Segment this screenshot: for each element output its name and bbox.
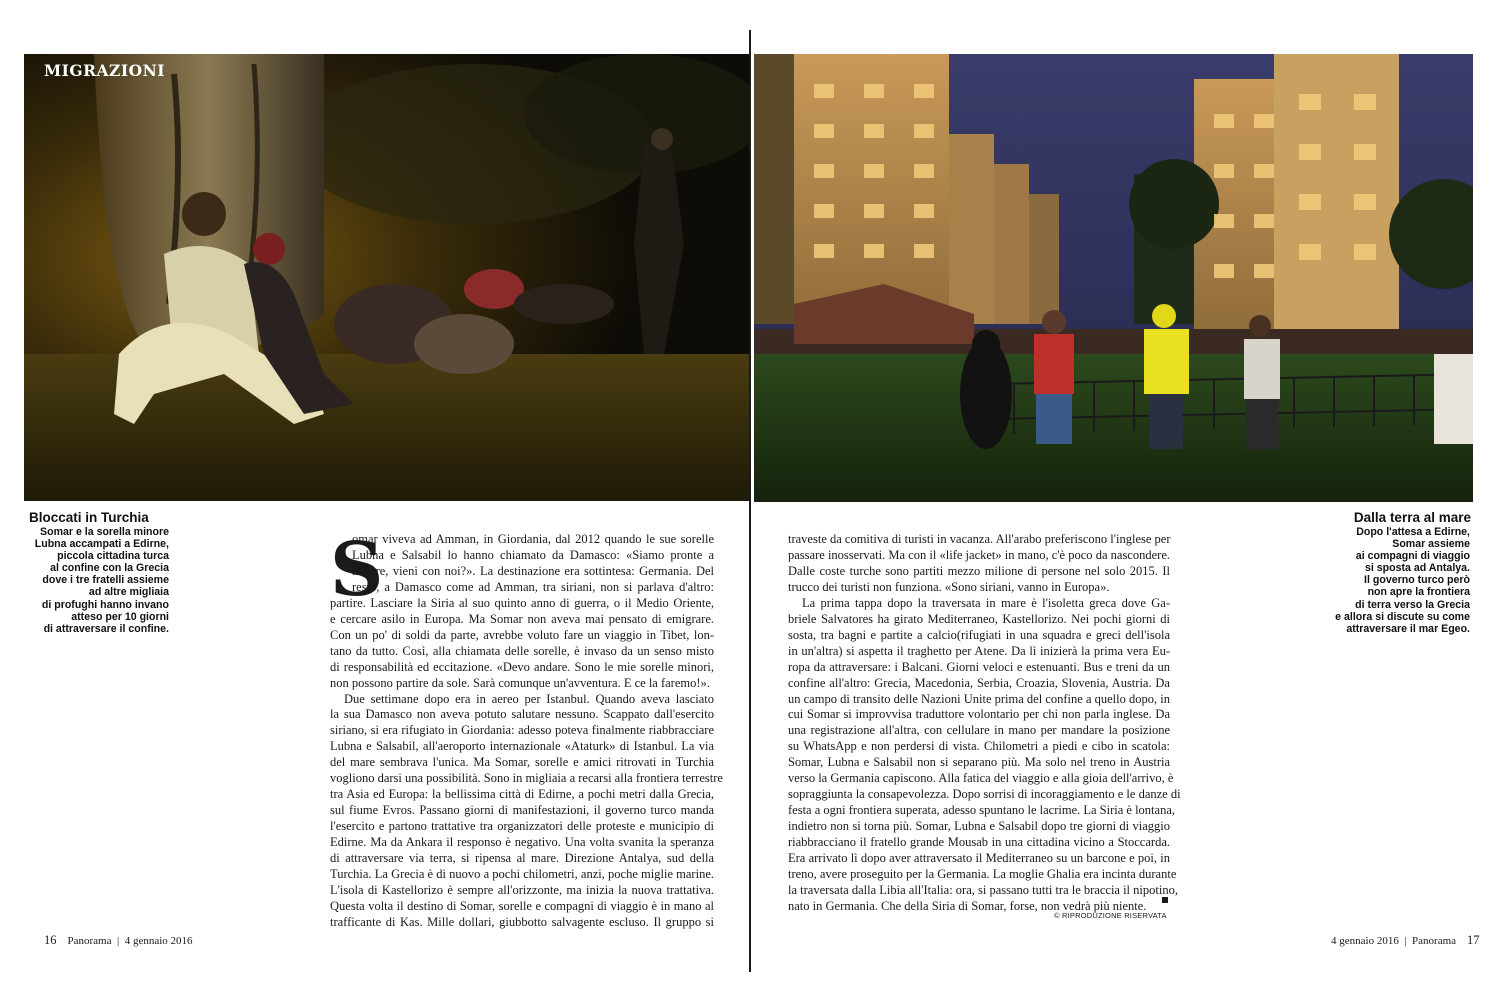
text-line: Con un po' di soldi da parte, avrebbe voluto fare un viaggio in Tibet, lon- [330,627,714,642]
text-line: Lubna e Salsabil lo hanno chiamato da Damasco: «Siamo pronte a [352,547,714,562]
page-spine [749,30,751,972]
caption-line: Somar e la sorella minore [40,526,169,538]
caption-line: atteso per 10 giorni [71,610,169,623]
caption-line: di attraversare il confine. [43,622,169,635]
text-line: Lubna e Salsabil, all'aeroporto internazionale «Ataturk» di Istanbul. La via [330,739,714,754]
caption-line: dove i tre fratelli assieme [42,574,169,587]
folio-separator: | [116,935,120,947]
page-number: 17 [1467,933,1480,947]
text-line: vogliono darsi una possibilità. Sono in migliaia a recarsi alla frontiera terrestre [330,771,723,786]
left-photo [24,54,749,501]
text-line: confine all'altro: Grecia, Macedonia, Serbia, Croazia, Slovenia, Austria. Da [788,675,1170,690]
right-caption-body [1300,526,1470,635]
text-line: l'esercito e partono trattative tra organizzatori delle proteste e municipio di [330,819,714,834]
caption-line: di profughi hanno invano [41,598,169,611]
end-of-article-mark [1162,897,1168,903]
text-line: indietro non si torna più. Somar, Lubna e Salsabil dopo tre giorni di viaggio [788,819,1170,834]
text-line: andare, vieni con noi?». La destinazione era sottintesa: Germania. Del [352,563,714,578]
text-line: omar viveva ad Amman, in Giordania, dal 2012 quando le sue sorelle [352,532,714,546]
text-line: partire. Lasciare la Siria al suo quinto anno di guerra, o il Medio Oriente, [330,595,714,610]
text-line: in un'altra) si aspetta il traghetto per Atene. Da lì inizierà la prima vera Eu- [788,643,1170,658]
text-line: tra Asia ed Europa: la bellissima città di Edirne, a pochi metri dalla Grecia, [330,787,714,802]
text-line: sosta, tra bagni e partite a calcio(rifugiati in una squadra e greci dell'isola [788,627,1170,642]
folio-right [1331,933,1480,948]
text-line: di responsabilità ed eccitazione. «Devo andare. Sono le mie sorelle minori, [330,659,714,674]
text-line: La prima tappa dopo la traversata in mare è l'isoletta greca dove Ga- [802,595,1170,610]
text-line: tano da tutto. Così, alla chiamata delle sorelle, è invaso da un senso misto [330,643,714,658]
article-column-2 [788,532,1181,915]
caption-line: piccola cittadina turca [57,550,169,563]
text-line: Era arrivato lì dopo aver attraversato il Mediterraneo su un barcone e poi, in [788,851,1170,866]
text-line: sul fiume Evros. Passano giorni di manifestazioni, il governo turco manda [330,803,714,818]
text-line: traveste da comitiva di turisti in vacanza. All'arabo preferiscono l'inglese per [788,532,1171,546]
text-line: non possono partire da sole. Sarà comunque un'avventura. E ce la faremo!». [330,675,710,690]
text-line: Due settimane dopo era in aereo per Istanbul. Quando aveva lasciato [344,691,714,706]
caption-line: di terra verso la Grecia [1355,598,1470,611]
text-line: L'isola di Kastellorizo è sempre all'orizzonte, ma inizia la nuova trattativa. [330,882,714,897]
text-line: Dalle coste turche sono partiti mezzo milione di persone nel solo 2015. Il [788,563,1170,578]
text-line: riabbracciano il fratello grande Mousab in una cittadina vicino a Stoccarda. [788,835,1170,850]
text-line: Turchia. La Grecia è di nuovo a pochi chilometri, anzi, poche miglie marine. [330,867,714,882]
caption-line: e allora si discute su come [1335,610,1470,623]
photo-night-tree-refugees-icon [24,54,749,501]
caption-line: Lubna accampati a Edirne, [34,538,169,551]
text-line: Edirne. Ma da Ankara il responso è negativo. Una volta svanita la speranza [330,835,714,850]
issue-date: 4 gennaio 2016 [124,935,193,947]
text-line: sopraggiunta la consapevolezza. Dopo sorrisi di incoraggiamento e le danze di [788,787,1181,802]
text-line: la sua Damasco non aveva potuto salutare nessuno. Scappato dall'esercito [330,707,714,722]
text-line: treno, avere proseguito per la Germania. La moglie Ghalia era incinta durante [788,867,1177,882]
drop-cap: S [330,527,384,613]
text-line: di attraversare via terra, si ripensa al mare. Direzione Antalya, sud della [330,851,714,866]
text-line: del mare sembrava l'unica. Ma Somar, sorelle e amici ritrovati in Turchia [330,755,714,770]
folio-left [44,933,193,948]
text-line: Questa volta il destino di Somar, sorelle e compagni di viaggio è in mano al [330,898,714,913]
text-line: un campo di transito delle Nazioni Unite prima del confine a quello dopo, in [788,691,1170,706]
text-line: ropa da attraversare: i Balcani. Giorni veloci e estenuanti. Bus e treni da un [788,659,1170,674]
photo-dusk-apartments-icon [754,54,1473,502]
caption-line: non apre la frontiera [1367,586,1470,599]
text-line: verso la Germania capiscono. Alla fatica del viaggio e alla gioia dell'arrivo, è [788,771,1174,786]
left-caption-body [29,526,169,635]
text-line: Somar, Lubna e Salsabil non si separano più. Ma solo nel treno in Austria [788,755,1170,770]
issue-date: 4 gennaio 2016 [1331,935,1399,947]
caption-line: Somar assieme [1392,538,1470,551]
magazine-name: Panorama [67,935,112,947]
folio-separator: | [1404,935,1407,947]
caption-line: Il governo turco però [1364,574,1470,587]
text-line: festa a ogni frontiera superata, adesso spuntano le lacrime. La Siria è lontana, [788,803,1176,818]
text-line: resto, a Damasco come ad Amman, tra siriani, non si parlava d'altro: [352,579,714,594]
caption-line: ad altre migliaia [88,586,169,599]
caption-line: si sposta ad Antalya. [1365,562,1470,575]
section-label: MIGRAZIONI [44,61,166,80]
copyright-notice: © RIPRODUZIONE RISERVATA [1054,911,1167,920]
caption-line: al confine con la Grecia [50,562,169,575]
text-line: siriano, si era rifugiato in Giordania: adesso poteva finalmente riabbracciare [330,723,714,738]
text-line: una registrazione all'altra, con cellulare in mano per mandare la posizione [788,723,1170,738]
article-column-1 [330,527,723,931]
text-line: passare inosservati. Ma con il «life jacket» in mano, c'è poco da nascondere. [788,547,1170,562]
text-line: su WhatsApp e non perdersi di vista. Chilometri a piedi e cibo in scatola: [788,739,1170,754]
text-line: briele Salvatores ha girato Mediterraneo, Kastellorizo. Nei pochi giorni di [788,611,1170,626]
text-line: nato in Germania. Che della Siria di Somar, forse, non vedrà più niente. [788,898,1147,913]
magazine-name: Panorama [1412,935,1457,947]
page-number: 16 [44,933,57,947]
right-caption-title: Dalla terra al mare [1353,510,1471,525]
caption-line: attraversare il mar Egeo. [1346,622,1470,635]
caption-line: ai compagni di viaggio [1355,550,1470,563]
text-line: e cercare asilo in Europa. Ma Somar non aveva mai pensato di emigrare. [330,611,714,626]
text-line: trucco dei turisti non funziona. «Sono siriani, vanno in Europa». [788,579,1110,594]
text-line: cui Somar si improvvisa traduttore volontario per chi non parla inglese. Da [788,707,1170,722]
caption-line: Dopo l'attesa a Edirne, [1356,526,1470,538]
text-line: trafficante di Kas. Mille dollari, giubbotto salvagente escluso. Il gruppo si [330,914,714,929]
left-caption-title: Bloccati in Turchia [29,510,149,525]
right-photo [754,54,1473,502]
text-line: la traversata dalla Libia all'Italia: ora, si passano tutti tra le braccia il nipotino, [788,882,1178,897]
